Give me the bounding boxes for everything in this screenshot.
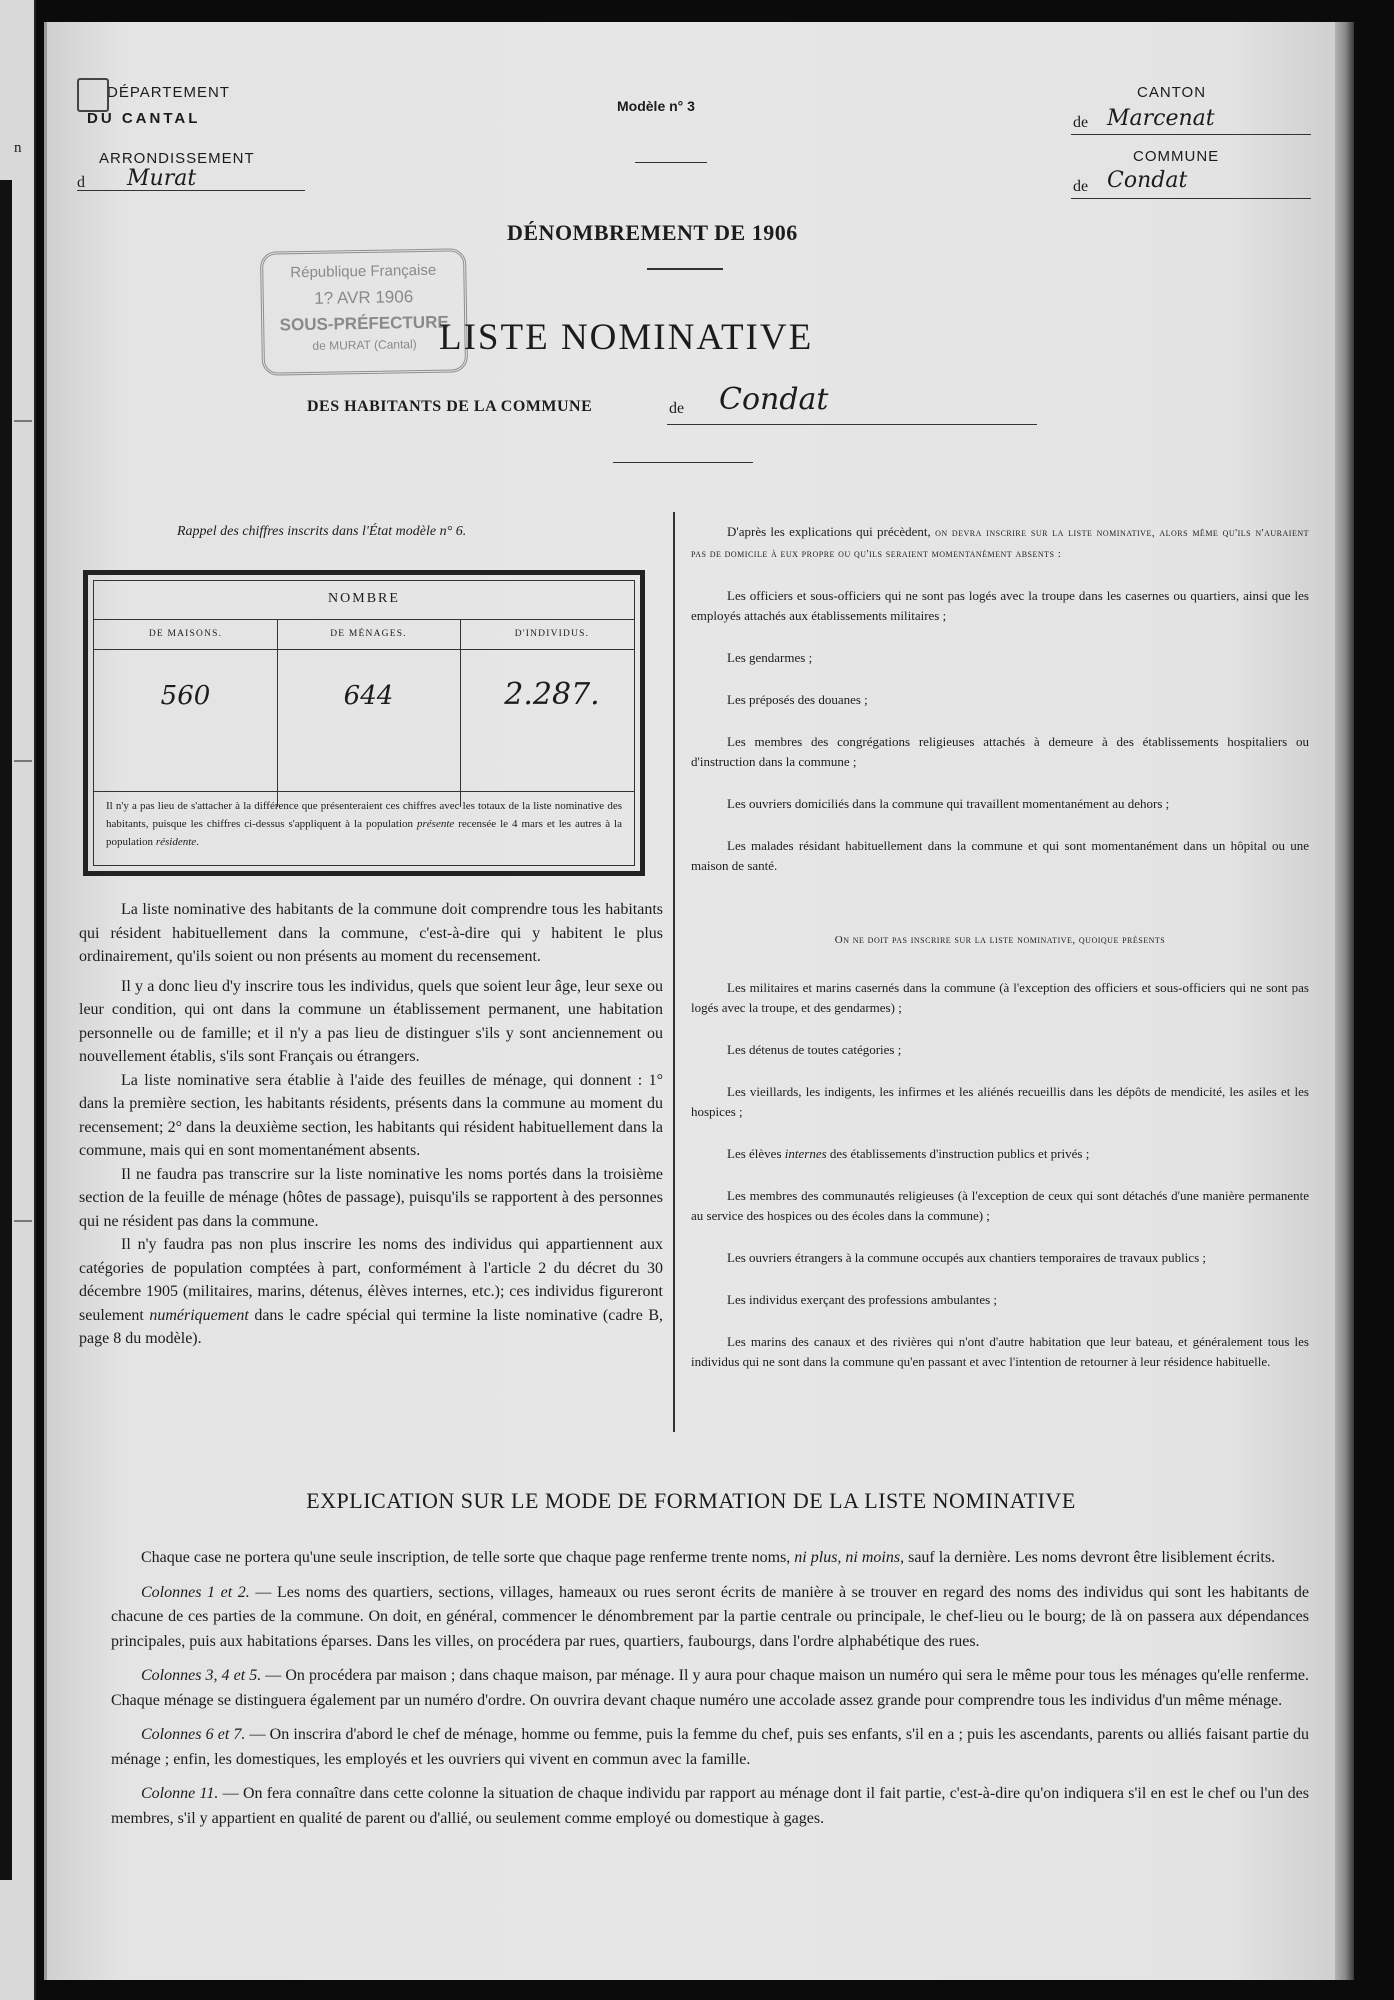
arrondissement-label: ARRONDISSEMENT bbox=[99, 150, 255, 167]
subtitle-ornament bbox=[613, 462, 753, 463]
left-page-rule bbox=[14, 760, 32, 762]
document-page bbox=[44, 22, 1335, 1980]
rappel-note-part: . bbox=[196, 836, 199, 848]
include-officiers: Les officiers et sous-officiers qui ne sont pas logés avec la troupe dans les casernes ou quartiers, ainsi que les employés attachés aux établissements militaires ; bbox=[691, 588, 1309, 623]
paragraph-liste: La liste nominative des habitants de la commune doit comprendre tous les habitants qui résident habituellement dans la commune, c'est-à-dire qui y habitent le plus ordinairement, qu'ils soient ou non présents au moment du recensement. bbox=[79, 901, 663, 965]
paragraph-categories bbox=[79, 1233, 663, 1351]
include-douanes: Les préposés des douanes ; bbox=[727, 692, 868, 707]
exclude-ouvriers-etrangers: Les ouvriers étrangers à la commune occupés aux chantiers temporaires de travaux publics ; bbox=[727, 1250, 1207, 1265]
explication-heading: EXPLICATION SUR LE MODE DE FORMATION DE LA LISTE NOMINATIVE bbox=[306, 1488, 1076, 1513]
paragraph-transcrire: Il ne faudra pas transcrire sur la liste nominative les noms portés dans la troisième section de la feuille de ménage (hôtes de passage), puisqu'ils se rapportent à des personnes qui ne résident pas dans la commune. bbox=[79, 1165, 663, 1230]
table-col-divider bbox=[460, 619, 461, 807]
exclude-vieillards: Les vieillards, les indigents, les infirmes et les aliénés recueillis dans les dépôts de mendicité, les asiles et les hospices ; bbox=[691, 1084, 1309, 1119]
table-col-divider bbox=[277, 619, 278, 807]
left-column-text bbox=[79, 898, 663, 1351]
departement-label: DÉPARTEMENT bbox=[107, 84, 230, 101]
arrondissement-underline bbox=[77, 190, 305, 191]
canton-underline bbox=[1071, 134, 1311, 135]
paragraph-emphasis: numériquement bbox=[149, 1306, 249, 1324]
colonnes-label: Colonnes 6 et 7. bbox=[141, 1726, 246, 1743]
page-shadow bbox=[0, 180, 12, 1880]
canton-label: CANTON bbox=[1137, 84, 1207, 101]
colonnes-label: Colonne 11. bbox=[141, 1785, 219, 1802]
include-gendarmes: Les gendarmes ; bbox=[727, 650, 813, 665]
commune-handwritten: Condat bbox=[1107, 168, 1188, 193]
explication-text bbox=[111, 1546, 1309, 1831]
intro-smallcaps: on devra inscrire sur la liste nominative, alors même qu'ils n'auraient pas de domicile à eux propre ou qu'ils seraient momentanément absents : bbox=[691, 527, 1309, 560]
col-individus-header: D'INDIVIDUS. bbox=[514, 629, 590, 639]
explication-colonnes-6-7 bbox=[111, 1723, 1309, 1772]
table-rule bbox=[94, 619, 634, 620]
exclude-detenus: Les détenus de toutes catégories ; bbox=[727, 1042, 902, 1057]
colonnes-label: Colonnes 1 et 2. bbox=[141, 1583, 250, 1601]
liste-nominative-title: LISTE NOMINATIVE bbox=[439, 317, 814, 358]
paragraph-part: Il n'y faudra pas non plus inscrire les noms des individus qui appartiennent aux catégories de population comptées à part, conformément à l'article 2 du décret du 30 décembre 1905 (militaires, marins, détenus, élèves internes, etc.); ces individus figureront seulement bbox=[79, 1236, 663, 1324]
rappel-note-present: présente bbox=[417, 818, 455, 830]
left-page-rule bbox=[14, 420, 32, 422]
modele-number: Modèle n° 3 bbox=[617, 98, 695, 114]
col-menages-header: DE MÉNAGES. bbox=[330, 629, 407, 639]
commune-prefix: de bbox=[1073, 178, 1089, 195]
left-page-fragment bbox=[0, 0, 36, 2000]
colonnes-label: Colonnes 3, 4 et 5. bbox=[141, 1667, 262, 1684]
explication-part: — On inscrira d'abord le chef de ménage, homme ou femme, puis la femme du chef, puis ses enfants, s'il en a ; puis les ascendants, parents ou alliés faisant partie du ménage ; enfin, les domestiques, les employés et les ouvriers qui vivent en commun avec la famille. bbox=[111, 1726, 1309, 1768]
commune-label: COMMUNE bbox=[1133, 148, 1220, 165]
stamp-line-date: 1? AVR 1906 bbox=[314, 287, 414, 308]
paragraph-feuilles: La liste nominative sera établie à l'aide des feuilles de ménage, qui donnent : 1° dans la première section, les habitants résidents, présents dans la commune au moment du recensement; 2° dans la deuxième section, les habitants qui résident habituellement dans la commune, mais qui en sont momentanément absents. bbox=[79, 1071, 663, 1159]
exclude-part: Les élèves bbox=[727, 1146, 785, 1161]
col-maisons-header: DE MAISONS. bbox=[148, 629, 223, 639]
explication-emphasis: ni plus, ni moins bbox=[794, 1549, 901, 1566]
nombre-header: NOMBRE bbox=[328, 591, 400, 606]
explication-part: Chaque case ne portera qu'une seule inscription, de telle sorte que chaque page renferme trente noms, bbox=[141, 1549, 795, 1566]
arrondissement-handwritten: Murat bbox=[127, 166, 197, 191]
paragraph-inscrire: Il y a donc lieu d'y inscrire tous les individus, quels que soient leur âge, leur sexe ou leur condition, qui ont dans la commune un établissement permanent, une habitation personnelle ou de famille; et il n'y a pas lieu de distinguer s'ils y sont anciennement ou nouvellement établis, s'ils sont Français ou étrangers. bbox=[79, 977, 663, 1065]
stamp-line-republique: République Française bbox=[290, 261, 437, 282]
exclude-militaires: Les militaires et marins casernés dans la commune (à l'exception des officiers et sous-officiers qui ne sont pas logés avec la troupe, et des gendarmes) ; bbox=[691, 980, 1309, 1015]
table-rule bbox=[94, 791, 634, 792]
title-ornament bbox=[647, 268, 723, 270]
canton-handwritten: Marcenat bbox=[1107, 106, 1215, 131]
explication-colonnes-3-4-5 bbox=[111, 1664, 1309, 1713]
maisons-value: 560 bbox=[160, 681, 211, 711]
explication-part: — On procédera par maison ; dans chaque maison, par ménage. Il y aura pour chaque maison un numéro qui sera le même pour tous les ménages qu'elle renferme. Chaque ménage se distinguera également par un numéro d'ordre. On ouvrira devant chaque numéro une accolade assez grande pour comprendre tous les individus d'un même ménage. bbox=[111, 1667, 1310, 1709]
explication-case bbox=[111, 1546, 1309, 1571]
exclude-ambulants: Les individus exerçant des professions ambulantes ; bbox=[727, 1292, 998, 1307]
rappel-note-residente: résidente bbox=[155, 836, 197, 848]
left-page-letter: n bbox=[14, 140, 22, 156]
table-rule bbox=[94, 649, 634, 650]
commune-subtitle-prefix: de bbox=[669, 400, 685, 417]
paragraph-part: dans le cadre spécial qui termine la liste nominative (cadre B, page 8 du modèle). bbox=[79, 1306, 663, 1347]
binding-mark-icon bbox=[77, 78, 109, 112]
explication-part: — Les noms des quartiers, sections, villages, hameaux ou rues seront écrits de manière à se trouver en regard des noms des individus qui sont les habitants de chacune de ces parties de la commune. On doit, en général, commencer le dénombrement par la partie centrale ou principale, le chef-lieu ou le bourg; de là on passera aux dépendances principales, puis aux habitations éparses. Dans les villes, on procédera par rues, quartiers, faubourgs, dans l'ordre alphabétique des rues. bbox=[111, 1583, 1309, 1650]
departement-value: DU CANTAL bbox=[87, 110, 201, 127]
sous-prefecture-stamp bbox=[260, 248, 468, 376]
habitants-subtitle: DES HABITANTS DE LA COMMUNE bbox=[307, 398, 593, 415]
include-ouvriers: Les ouvriers domiciliés dans la commune qui travaillent momentanément au dehors ; bbox=[727, 796, 1170, 811]
include-congregations: Les membres des congrégations religieuses attachés à demeure à des établissements hospitaliers ou d'instruction dans la commune ; bbox=[691, 734, 1309, 769]
exclude-communautes: Les membres des communautés religieuses (à l'exception de ceux qui sont détachés d'une manière permanente au service des hospices ou des écoles dans la commune) ; bbox=[691, 1188, 1309, 1223]
exclude-emphasis: internes bbox=[784, 1146, 827, 1161]
individus-value: 2.287. bbox=[504, 677, 600, 712]
commune-subtitle-underline bbox=[667, 424, 1037, 425]
denombrement-title: DÉNOMBREMENT DE 1906 bbox=[507, 220, 798, 245]
intro-part: D'après les explications qui précèdent, bbox=[727, 524, 936, 539]
arrondissement-prefix: d bbox=[77, 174, 85, 191]
commune-underline bbox=[1071, 198, 1311, 199]
rappel-caption: Rappel des chiffres inscrits dans l'État modèle n° 6. bbox=[177, 524, 467, 539]
stamp-line-prefecture: SOUS-PRÉFECTURE bbox=[279, 312, 449, 335]
explication-part: — On fera connaître dans cette colonne la situation de chaque individu par rapport au ménage dont il fait partie, c'est-à-dire qu'on indiquera s'il en est le chef ou l'un des membres, s'il y appartient en qualité de parent ou d'allié, ou seulement comme employé ou domestique à gages. bbox=[111, 1785, 1310, 1827]
exclusion-heading: On ne doit pas inscrire sur la liste nominative, quoique présents bbox=[834, 934, 1166, 946]
count-table-inner bbox=[93, 580, 635, 866]
explication-colonnes-1-2 bbox=[111, 1581, 1309, 1655]
right-column-text bbox=[691, 522, 1309, 1372]
explication-colonne-11 bbox=[111, 1782, 1309, 1831]
rappel-note-part: Il n'y a pas lieu de s'attacher à la différence que présenteraient ces chiffres avec les totaux de la liste nominative des habitants, puisque les chiffres ci-dessus s'appliquent à la population bbox=[106, 800, 622, 830]
column-divider bbox=[673, 512, 675, 1432]
rappel-note-part: recensée le 4 mars et les autres à la population bbox=[106, 818, 622, 848]
exclude-eleves bbox=[691, 1144, 1309, 1164]
commune-subtitle-handwritten: Condat bbox=[719, 382, 829, 417]
include-malades: Les malades résidant habituellement dans la commune et qui sont momentanément dans un hôpital ou une maison de santé. bbox=[691, 838, 1309, 873]
canton-prefix: de bbox=[1073, 114, 1089, 131]
menages-value: 644 bbox=[343, 681, 394, 711]
page-edge bbox=[1332, 22, 1354, 1980]
exclude-part: des établissements d'instruction publics et privés ; bbox=[826, 1146, 1090, 1161]
explication-part: , sauf la dernière. Les noms devront être lisiblement écrits. bbox=[900, 1549, 1276, 1566]
stamp-line-murat: de MURAT (Cantal) bbox=[312, 337, 417, 353]
modele-rule bbox=[635, 162, 707, 163]
exclude-marins: Les marins des canaux et des rivières qui n'ont d'autre habitation que leur bateau, et généralement tous les individus qui ne sont dans la commune qu'en passant et avec l'intention de retourner à leur résidence habituelle. bbox=[691, 1334, 1309, 1369]
count-table bbox=[83, 570, 645, 876]
left-page-rule bbox=[14, 1220, 32, 1222]
rappel-note bbox=[106, 797, 622, 851]
inscrire-intro bbox=[691, 522, 1309, 564]
